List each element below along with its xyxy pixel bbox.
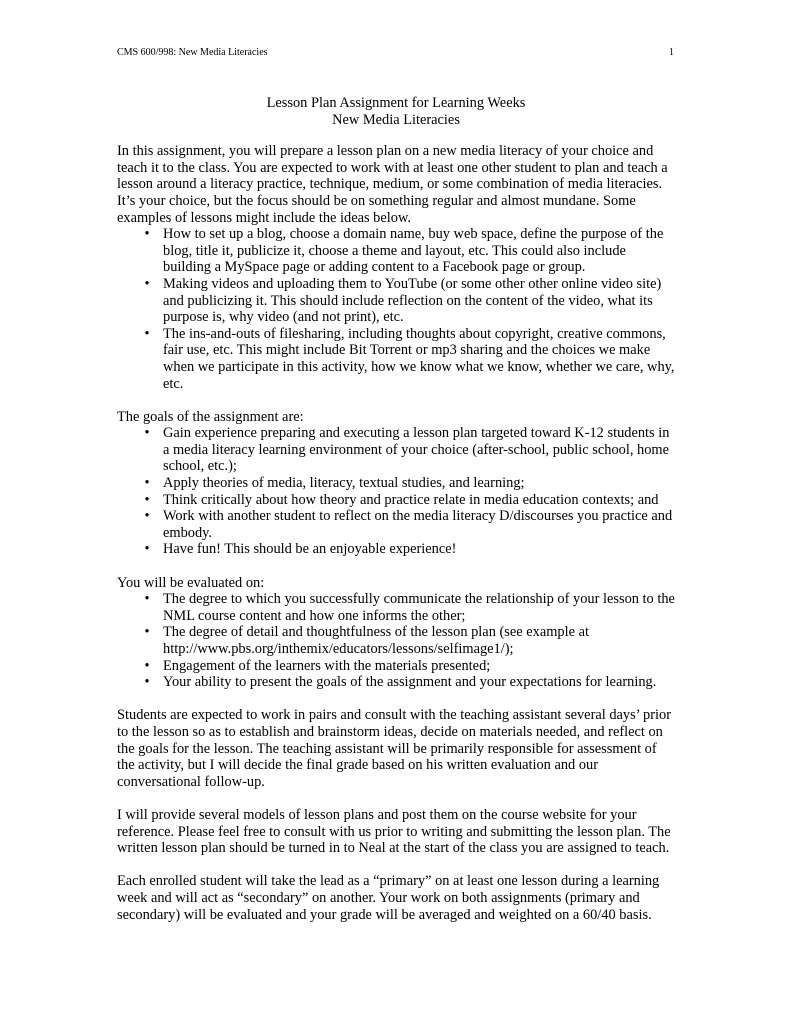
list-item xyxy=(144,657,675,675)
goals-list xyxy=(117,425,675,558)
goals-heading: The goals of the assignment are: xyxy=(117,408,304,425)
list-item xyxy=(144,475,675,492)
models-paragraph: I will provide several models of lesson plans and post them on the course website for your reference. Please feel free to consult with us prior to writing and submitting the lesson plan. The written lesson plan should be turned in to Neal at the start of the class you are assigned to teach. xyxy=(117,806,671,857)
list-item-text: Your ability to present the goals of the assignment and your expectations for learning. xyxy=(163,674,657,691)
title-line-1: Lesson Plan Assignment for Learning Weeks xyxy=(266,95,526,111)
list-item-text: Gain experience preparing and executing a lesson plan targeted toward K-12 students in a media literacy learning environment of your choice (after-school, public school, home school, etc.); xyxy=(163,425,670,475)
list-item xyxy=(144,674,675,691)
page-header xyxy=(117,47,674,58)
bullet-icon: • xyxy=(144,475,150,492)
roles-paragraph: Each enrolled student will take the lead as a “primary” on at least one lesson during a learning week and will act as “secondary” on another. Your work on both assignments (primary and secondary) will be evaluated and your grade will be averaged and weighted on a 60/40 basis. xyxy=(117,873,660,923)
course-header: CMS 600/998: New Media Literacies xyxy=(117,47,268,58)
bullet-icon: • xyxy=(144,275,150,292)
list-item xyxy=(144,275,675,326)
list-item-text: How to set up a blog, choose a domain name, buy web space, define the purpose of the blog, title it, publicize it, choose a theme and layout, etc. This could also include building a MySpace page or adding content to a Facebook page or group. xyxy=(163,226,664,276)
document-body xyxy=(117,95,675,923)
list-item xyxy=(144,541,675,558)
bullet-icon: • xyxy=(144,541,150,558)
intro-paragraph: In this assignment, you will prepare a lesson plan on a new media literacy of your choice and teach it to the class. You are expected to work with at least one other student to plan and teach a lesson around a literacy practice, technique, medium, or some combination of media literacies. It’s your choice, but the focus should be on something regular and almost mundane. Some examples of lessons might include the ideas below. xyxy=(117,143,668,226)
bullet-icon: • xyxy=(144,226,150,243)
list-item-text: The ins-and-outs of filesharing, including thoughts about copyright, creative commons, fair use, etc. This might include Bit Torrent or mp3 sharing and the choices we make when we participate in this activity, how we know what we know, whether we care, why, etc. xyxy=(163,325,675,392)
document-title xyxy=(117,95,675,128)
bullet-icon: • xyxy=(144,591,150,608)
list-item-text: Making videos and uploading them to YouTube (or some other other online video site) and publicizing it. This should include reflection on the content of the video, what its purpose is, why video (and not print), etc. xyxy=(163,275,662,326)
list-item-text: Think critically about how theory and practice relate in media education contexts; and xyxy=(163,491,659,508)
bullet-icon: • xyxy=(144,624,150,641)
title-line-2: New Media Literacies xyxy=(332,111,460,128)
list-item-text: Have fun! This should be an enjoyable experience! xyxy=(163,541,457,558)
list-item xyxy=(144,226,675,276)
bullet-icon: • xyxy=(144,657,150,674)
list-item-text: Engagement of the learners with the materials presented; xyxy=(163,657,491,674)
evaluation-list xyxy=(117,591,675,691)
bullet-icon: • xyxy=(144,425,150,442)
list-item-text: The degree of detail and thoughtfulness of the lesson plan (see example at http://www.pbs.org/inthemix/educators/lessons/selfimage1/); xyxy=(163,624,589,657)
evaluation-heading: You will be evaluated on: xyxy=(117,574,265,591)
bullet-icon: • xyxy=(144,325,150,342)
list-item-text: Apply theories of media, literacy, textual studies, and learning; xyxy=(163,475,525,492)
page-number: 1 xyxy=(669,47,674,58)
list-item xyxy=(144,508,675,541)
list-item xyxy=(144,425,675,475)
bullet-icon: • xyxy=(144,674,150,691)
list-item-text: Work with another student to reflect on the media literacy D/discourses you practice and embody. xyxy=(163,508,673,541)
list-item xyxy=(144,624,675,657)
bullet-icon: • xyxy=(144,508,150,525)
list-item xyxy=(144,325,675,392)
examples-list xyxy=(117,226,675,392)
bullet-icon: • xyxy=(144,491,150,508)
list-item xyxy=(144,491,675,509)
list-item xyxy=(144,591,675,624)
list-item-text: The degree to which you successfully communicate the relationship of your lesson to the NML course content and how one informs the other; xyxy=(163,591,675,624)
pairs-paragraph: Students are expected to work in pairs and consult with the teaching assistant several days’ prior to the lesson so as to establish and brainstorm ideas, decide on materials needed, and reflect on the goals for the lesson. The teaching assistant will be primarily responsible for assessment of the activity, but I will decide the final grade based on his written evaluation and our conversational follow-up. xyxy=(117,707,672,790)
